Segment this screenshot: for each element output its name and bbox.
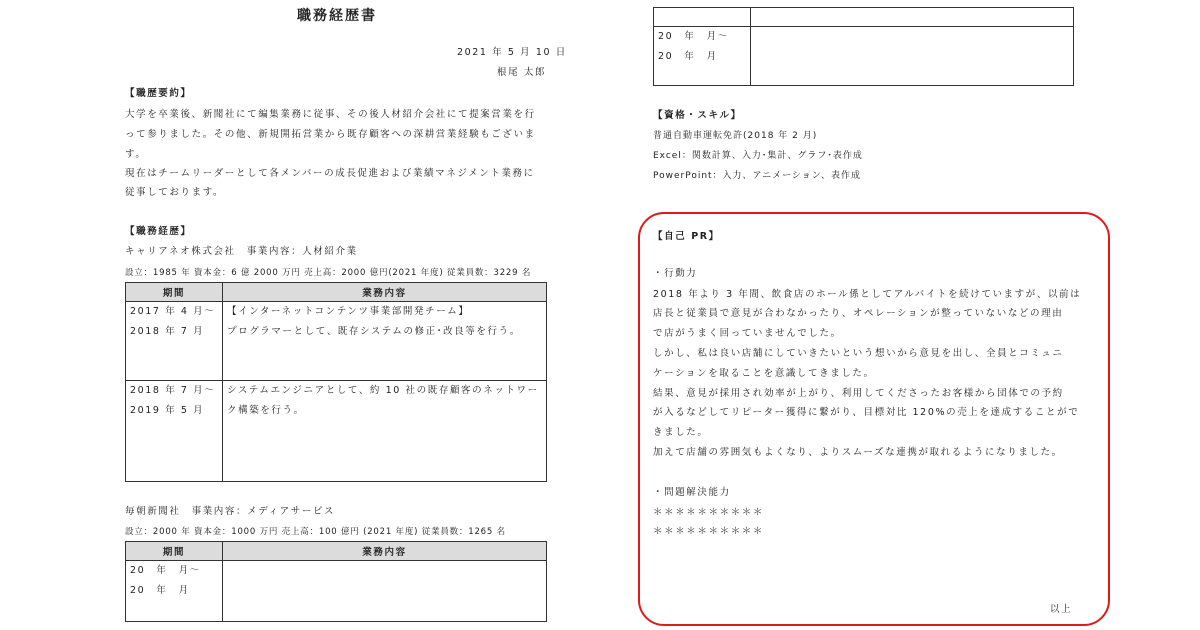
summary-line: す。 <box>125 149 147 160</box>
col-duties-header: 業務内容 <box>223 542 547 561</box>
pr-placeholder: ＊＊＊＊＊＊＊＊＊＊ <box>653 507 765 518</box>
period-start: 2018 年 7 月～ <box>130 385 216 396</box>
col-period-header: 期間 <box>126 283 223 302</box>
pr-line: 結果、意見が採用され効率が上がり、利用してくださったお客様から団体での予約 <box>653 388 1064 399</box>
pr-line: 店長と従業員で意見が合わなかったり、オペレーションが整っていないなどの理由 <box>653 308 1064 319</box>
company1-name: キャリアネオ株式会社 事業内容：人材紹介業 <box>125 246 358 257</box>
summary-line: 従事しております。 <box>125 187 225 198</box>
skill-item: PowerPoint：入力、アニメーション、表作成 <box>653 171 862 181</box>
col-period-header: 期間 <box>126 542 223 561</box>
skill-item: Excel：関数計算、入力･集計、グラフ･表作成 <box>653 151 863 161</box>
period-end: 2019 年 5 月 <box>130 405 205 416</box>
summary-line: 現在はチームリーダーとして各メンバーの成長促進および業績マネジメント業務に <box>125 168 535 179</box>
period-end: 20 年 月 <box>130 585 190 596</box>
pr-line: ケーションを取ることを意識してきました。 <box>653 368 875 379</box>
pr-line: が入るなどしてリピーター獲得に繋がり、目標対比 120%の売上を達成することがで <box>653 407 1080 418</box>
summary-heading: 【職歴要約】 <box>125 88 192 99</box>
pr-line: しかし、私は良い店舗にしていきたいという想いから意見を出し、全員とコミュニ <box>653 348 1064 359</box>
author-name: 根尾 太郎 <box>497 67 547 78</box>
closing-mark: 以上 <box>1050 604 1073 615</box>
pr-subheading: ・行動力 <box>653 268 698 279</box>
duty-line: プログラマーとして、既存システムの修正･改良等を行う。 <box>227 326 521 337</box>
summary-line: って参りました。その他、新規開拓営業から既存顧客への深耕営業経験もございま <box>125 129 536 140</box>
document-title: 職務経歴書 <box>297 8 377 24</box>
period-start: 20 年 月～ <box>130 565 201 576</box>
company2-table <box>125 541 547 622</box>
duty-line: ク構築を行う。 <box>227 405 305 416</box>
self-pr-highlight-box <box>638 212 1110 626</box>
table-row <box>126 561 547 622</box>
duty-line: システムエンジニアとして、約 10 社の既存顧客のネットワー <box>227 385 539 396</box>
continued-table <box>653 7 1074 86</box>
pr-placeholder: ＊＊＊＊＊＊＊＊＊＊ <box>653 526 765 537</box>
pr-line: で店がうまく回っていませんでした。 <box>653 328 842 339</box>
company2-info: 設立：2000 年 資本金：1000 万円 売上高：100 億円 (2021 年度) 従業員数：1265 名 <box>125 527 506 537</box>
period-start: 20 年 月～ <box>658 31 729 42</box>
history-heading: 【職務経歴】 <box>125 226 192 237</box>
company1-table <box>125 282 547 482</box>
pr-heading: 【自己 PR】 <box>653 231 720 242</box>
skill-item: 普通自動車運転免許(2018 年 2 月) <box>653 131 818 141</box>
table-row <box>126 302 547 381</box>
col-duties-header: 業務内容 <box>223 283 547 302</box>
period-end: 20 年 月 <box>658 51 718 62</box>
company1-info: 設立：1985 年 資本金：6 億 2000 万円 売上高：2000 億円(2021 年度) 従業員数：3229 名 <box>125 268 532 278</box>
company2-name: 毎朝新聞社 事業内容：メディアサービス <box>125 506 336 517</box>
duty-line: 【インターネットコンテンツ事業部開発チーム】 <box>227 306 470 317</box>
pr-line: きました。 <box>653 427 709 438</box>
document-date: 2021 年 5 月 10 日 <box>457 47 567 58</box>
period-end: 2018 年 7 月 <box>130 326 205 337</box>
period-start: 2017 年 4 月～ <box>130 306 216 317</box>
skills-heading: 【資格・スキル】 <box>653 110 742 121</box>
pr-subheading: ・問題解決能力 <box>653 487 731 498</box>
table-row <box>654 27 1074 86</box>
table-row <box>126 381 547 482</box>
summary-line: 大学を卒業後、新聞社にて編集業務に従事、その後人材紹介会社にて提案営業を行 <box>125 109 536 120</box>
pr-line: 加えて店舗の雰囲気もよくなり、よりスムーズな連携が取れるようになりました。 <box>653 447 1063 458</box>
pr-line: 2018 年より 3 年間、飲食店のホール係としてアルバイトを続けていますが、以前は <box>653 289 1082 300</box>
